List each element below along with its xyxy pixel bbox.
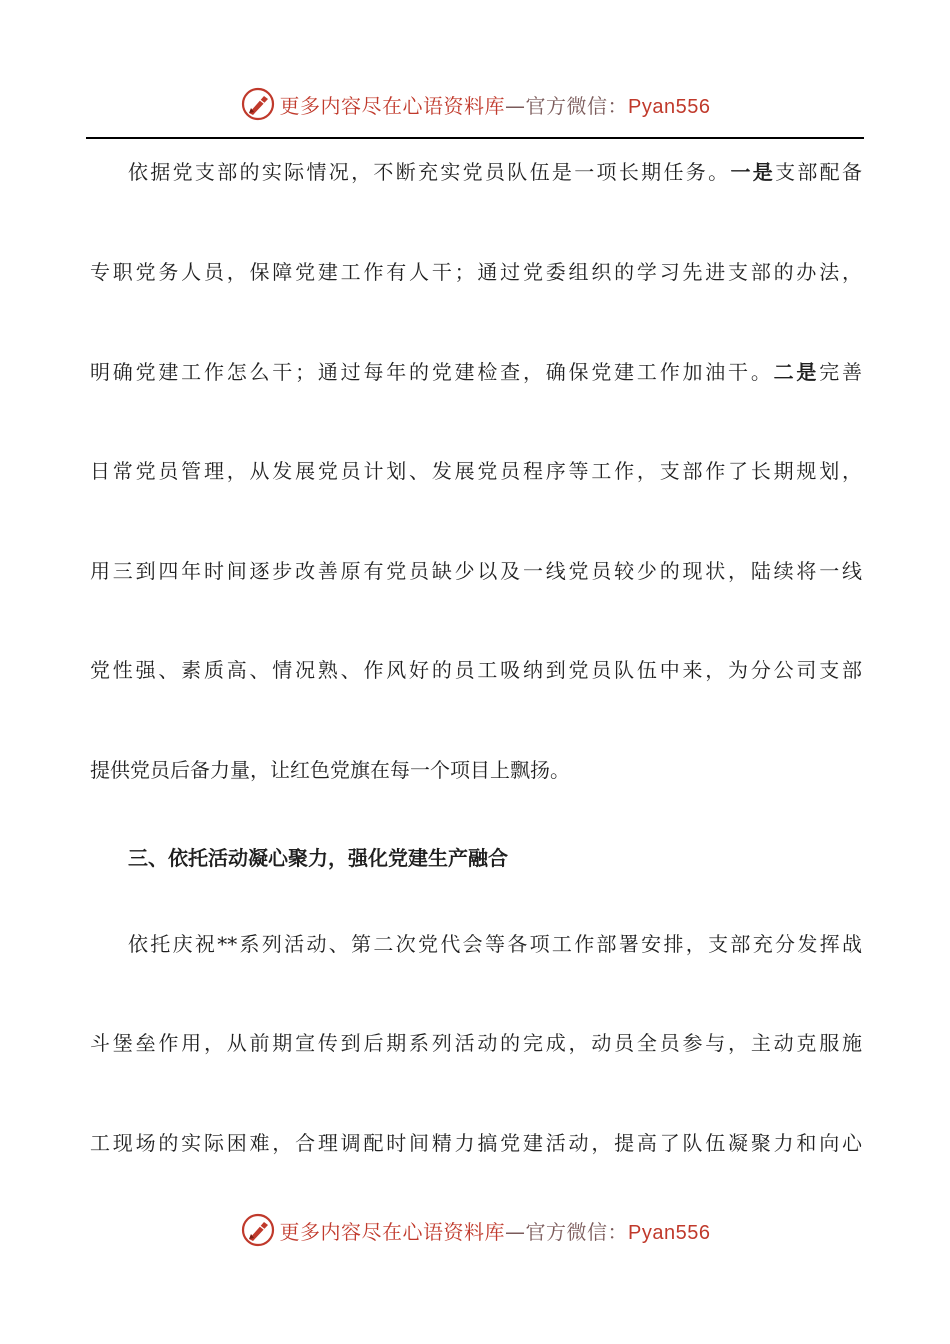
p1-line-3 xyxy=(90,357,862,387)
p1-line-1 xyxy=(128,157,862,187)
banner-wechat-id: Pyan556 xyxy=(628,1221,711,1244)
banner-sub-text: 官方微信： xyxy=(525,1219,629,1244)
p2-line-3: 工现场的实际困难，合理调配时间精力搞党建活动，提高了队伍凝聚力和向心 xyxy=(90,1131,862,1155)
banner-dash: — xyxy=(505,1219,526,1244)
p1-line-5: 用三到四年时间逐步改善原有党员缺少以及一线党员较少的现状，陆续将一线 xyxy=(90,559,862,583)
p1-line-3-text-a: 明确党建工作怎么干；通过每年的党建检查，确保党建工作加油干。 xyxy=(90,360,774,384)
banner-text xyxy=(280,90,711,119)
p1-line-6: 党性强、素质高、情况熟、作风好的员工吸纳到党员队伍中来，为分公司支部 xyxy=(90,658,862,682)
p1-line-2: 专职党务人员，保障党建工作有人干；通过党委组织的学习先进支部的办法， xyxy=(90,260,862,284)
pen-logo-icon xyxy=(240,86,276,122)
p1-line-4: 日常党员管理，从发展党员计划、发展党员程序等工作，支部作了长期规划， xyxy=(90,459,862,483)
p2-line-1: 依托庆祝**系列活动、第二次党代会等各项工作部署安排，支部充分发挥战 xyxy=(128,932,862,956)
footer-banner xyxy=(0,1208,950,1252)
banner-wechat-id: Pyan556 xyxy=(628,95,711,118)
header-rule xyxy=(86,137,864,139)
p2-line-2: 斗堡垒作用，从前期宣传到后期系列活动的完成，动员全员参与，主动克服施 xyxy=(90,1031,862,1055)
banner-text xyxy=(280,1216,711,1245)
pen-logo-icon xyxy=(240,1212,276,1248)
p1-line-1-bold: 一是 xyxy=(730,160,776,184)
p1-line-7: 提供党员后备力量，让红色党旗在每一个项目上飘扬。 xyxy=(90,758,570,782)
banner-main-text: 更多内容尽在心语资料库 xyxy=(279,1219,506,1244)
p1-line-1-text-a: 依据党支部的实际情况，不断充实党员队伍是一项长期任务。 xyxy=(128,160,731,184)
p1-line-3-text-c: 完善 xyxy=(819,360,862,384)
p1-line-1-text-c: 支部配备 xyxy=(775,160,862,184)
header-banner xyxy=(0,82,950,126)
p1-line-3-bold: 二是 xyxy=(773,360,820,384)
banner-main-text: 更多内容尽在心语资料库 xyxy=(279,93,506,118)
banner-dash: — xyxy=(505,93,526,118)
section-heading-3: 三、依托活动凝心聚力，强化党建生产融合 xyxy=(128,846,508,870)
banner-sub-text: 官方微信： xyxy=(525,93,629,118)
